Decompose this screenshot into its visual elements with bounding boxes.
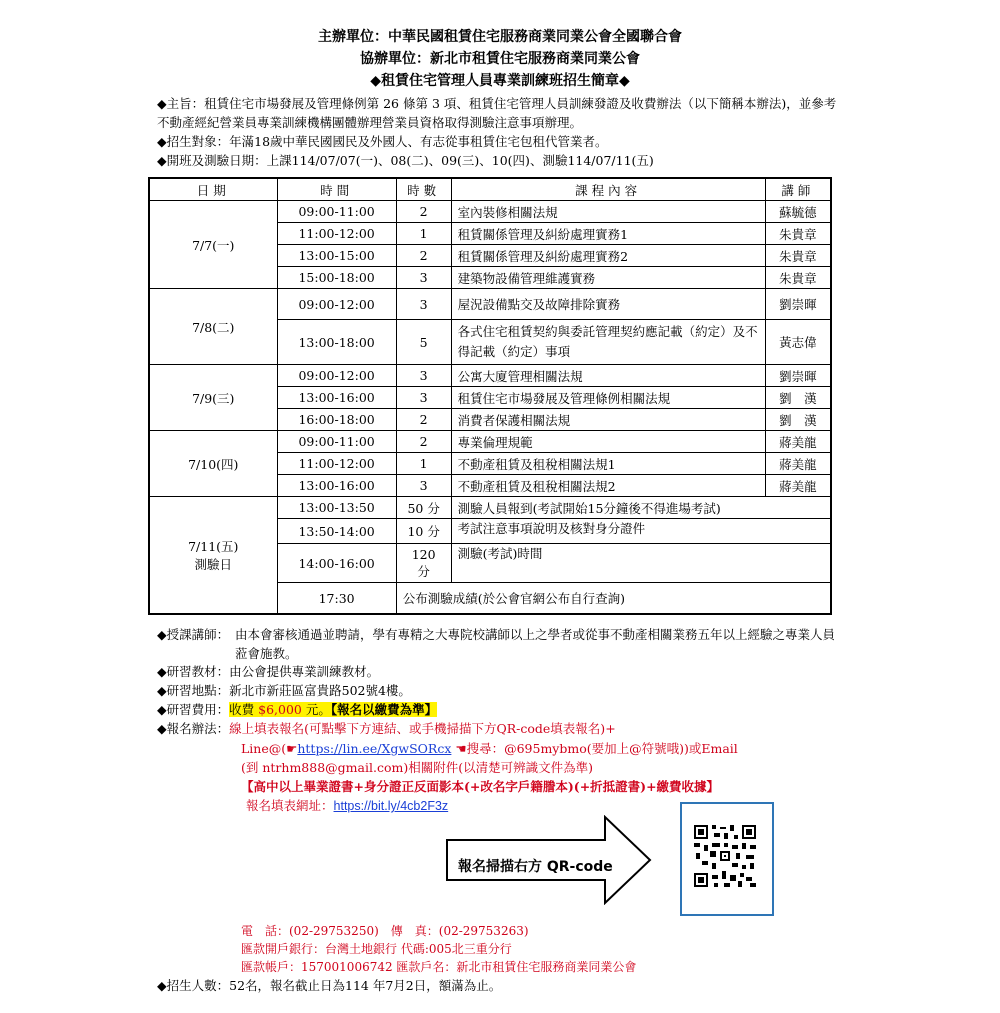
location-text: ◆研習地點：新北市新莊區富貴路502號4樓。	[157, 683, 411, 698]
registration-line2	[241, 739, 921, 758]
arrow-label: 報名掃描右方 QR-code	[458, 859, 613, 875]
fee-highlight	[229, 702, 437, 717]
result-time-cell: 17:30	[277, 583, 396, 615]
time-cell: 11:00-12:00	[277, 223, 396, 245]
course-cell: 消費者保護相關法規	[451, 409, 765, 431]
course-cell: 公寓大廈管理相關法規	[451, 365, 765, 387]
course-cell: 不動產租賃及租稅相關法規1	[451, 453, 765, 475]
result-text-cell: 公布測驗成績(於公會官網公布自行查詢)	[396, 583, 831, 615]
phone-fax-text: 電 話：(02-29753250) 傳 真：(02-29753263)	[241, 924, 529, 938]
date-cell: 7/10(四)	[149, 431, 277, 497]
registration-row	[157, 719, 837, 738]
hours-cell: 3	[396, 475, 451, 497]
date-cell: 7/9(三)	[149, 365, 277, 431]
exam-content-cell: 考試注意事項說明及核對身分證件	[451, 519, 831, 544]
teacher-cell: 朱貴章	[765, 267, 831, 289]
purpose-text: ◆主旨：租賃住宅市場發展及管理條例第 26 條第 3 項、租賃住宅管理人員訓練發證及收費辦法（以下簡稱本辦法)，並參考不動產經紀營業員專業訓練機構團體辦理營業員資格取得測驗注意事項辦理。	[157, 96, 837, 130]
teacher-cell: 蔣美龍	[765, 453, 831, 475]
bank-text: 匯款開戶銀行：台灣土地銀行 代碼:005北三重分行	[241, 942, 512, 956]
header-date: 日期	[149, 178, 277, 201]
time-cell: 13:00-15:00	[277, 245, 396, 267]
course-cell: 室內裝修相關法規	[451, 201, 765, 223]
course-cell: 屋況設備點交及故障排除實務	[451, 289, 765, 320]
table-row	[149, 431, 831, 453]
page-title: ◆租賃住宅管理人員專業訓練班招生簡章◆	[370, 73, 630, 89]
fee-amount: $6,000	[258, 702, 302, 717]
course-cell: 專業倫理規範	[451, 431, 765, 453]
teacher-cell: 劉 漢	[765, 409, 831, 431]
table-row	[149, 201, 831, 223]
schedule-table	[148, 177, 832, 615]
registration-line2-a: Line@(	[241, 741, 287, 756]
form-url-link[interactable]: https://bit.ly/4cb2F3z	[333, 799, 449, 813]
exam-content-cell: 測驗人員報到(考試開始15分鐘後不得進場考試)	[451, 497, 831, 519]
time-cell: 09:00-11:00	[277, 431, 396, 453]
point-left-icon: ☚	[455, 741, 467, 756]
header-teacher: 講師	[765, 178, 831, 201]
course-cell: 租賃關係管理及糾紛處理實務2	[451, 245, 765, 267]
registration-line3: (到 ntrhm888@gmail.com)相關附件(以清楚可辨識文件為準)	[241, 760, 593, 775]
hours-cell: 3	[396, 267, 451, 289]
organizer-line: 主辦單位：中華民國租賃住宅服務商業同業公會全國聯合會	[318, 29, 682, 45]
exam-date-cell	[149, 497, 277, 615]
header-time: 時間	[277, 178, 396, 201]
teacher-cell: 朱貴章	[765, 223, 831, 245]
time-cell: 09:00-12:00	[277, 365, 396, 387]
instructor-text: 由本會審核通過並聘請，學有專精之大專院校講師以上之學者或從事不動產相關業務五年以上經驗之專業人員蒞會施教。	[235, 627, 836, 661]
hours-cell: 120 分	[396, 544, 451, 583]
target-text: ◆招生對象：年滿18歲中華民國國民及外國人、有志從事租賃住宅包租代管業者。	[157, 134, 608, 149]
hours-cell: 1	[396, 223, 451, 245]
course-cell: 各式住宅租賃契約與委託管理契約應記載（約定）及不得記載（約定）事項	[451, 320, 765, 365]
date-cell: 7/8(二)	[149, 289, 277, 365]
registration-line2-b: 搜尋：@695mybmo(要加上@符號哦))或Email	[466, 741, 738, 756]
teacher-cell: 劉崇暉	[765, 365, 831, 387]
exam-day-label: 測驗日	[194, 557, 232, 572]
hours-cell: 2	[396, 245, 451, 267]
dates-text: ◆開班及測驗日期：上課114/07/07(一)、08(二)、09(三)、10(四)、測驗114/07/11(五)	[157, 153, 654, 168]
teacher-cell: 蘇毓德	[765, 201, 831, 223]
course-cell: 租賃住宅市場發展及管理條例相關法規	[451, 387, 765, 409]
fee-note: 【報名以繳費為準】	[330, 702, 438, 717]
table-row	[149, 365, 831, 387]
point-right-icon: ☛	[286, 741, 298, 756]
header-course: 課程內容	[451, 178, 765, 201]
table-row	[149, 289, 831, 320]
form-url-label: 報名填表網址：	[246, 798, 334, 813]
hours-cell: 3	[396, 289, 451, 320]
course-cell: 租賃關係管理及糾紛處理實務1	[451, 223, 765, 245]
teacher-cell: 朱貴章	[765, 245, 831, 267]
hours-cell: 2	[396, 201, 451, 223]
hours-cell: 3	[396, 365, 451, 387]
date-cell: 7/7(一)	[149, 201, 277, 289]
hours-cell: 10 分	[396, 519, 451, 544]
time-cell: 14:00-16:00	[277, 544, 396, 583]
hours-cell: 2	[396, 431, 451, 453]
hours-cell: 2	[396, 409, 451, 431]
teacher-cell: 劉 漢	[765, 387, 831, 409]
co-organizer-line: 協辦單位：新北市租賃住宅服務商業同業公會	[360, 51, 640, 67]
registration-line4: 【高中以上畢業證書+身分證正反面影本(+改名字戶籍謄本)(+折抵證書)+繳費收據】	[241, 779, 720, 794]
time-cell: 09:00-12:00	[277, 289, 396, 320]
fee-prefix: 收費	[229, 702, 255, 717]
enrollment-text: ◆招生人數：52名，報名截止日為114 年7月2日，額滿為止。	[157, 978, 502, 993]
time-cell: 13:00-13:50	[277, 497, 396, 519]
enrollment-row	[157, 976, 837, 995]
teacher-cell: 蔣美龍	[765, 475, 831, 497]
time-cell: 11:00-12:00	[277, 453, 396, 475]
time-cell: 13:00-16:00	[277, 387, 396, 409]
hours-cell: 50 分	[396, 497, 451, 519]
time-cell: 16:00-18:00	[277, 409, 396, 431]
fee-row	[157, 700, 837, 719]
line-link[interactable]: https://lin.ee/XgwSORcx	[297, 741, 452, 756]
material-text: ◆研習教材：由公會提供專業訓練教材。	[157, 664, 380, 679]
exam-content-cell: 測驗(考試)時間	[451, 544, 831, 583]
time-cell: 15:00-18:00	[277, 267, 396, 289]
time-cell: 13:00-16:00	[277, 475, 396, 497]
teacher-cell: 黃志偉	[765, 320, 831, 365]
qr-code-icon[interactable]	[692, 823, 758, 889]
registration-line1: 線上填表報名(可點擊下方連結、或手機掃描下方QR-code填表報名)+	[229, 721, 616, 736]
table-header-row	[149, 178, 831, 201]
registration-form-row	[246, 796, 926, 816]
instructor-label: ◆授課講師：	[157, 627, 230, 642]
time-cell: 09:00-11:00	[277, 201, 396, 223]
fee-suffix: 元。	[305, 702, 331, 717]
time-cell: 13:00-18:00	[277, 320, 396, 365]
table-row	[149, 497, 831, 519]
teacher-cell: 劉崇暉	[765, 289, 831, 320]
registration-label: ◆報名辦法：	[157, 721, 230, 736]
hours-cell: 1	[396, 453, 451, 475]
hours-cell: 3	[396, 387, 451, 409]
account-text: 匯款帳戶：157001006742 匯款戶名：新北市租賃住宅服務商業同業公會	[241, 960, 637, 974]
course-cell: 不動產租賃及租稅相關法規2	[451, 475, 765, 497]
time-cell: 13:50-14:00	[277, 519, 396, 544]
fee-label: ◆研習費用：	[157, 702, 230, 717]
exam-date: 7/11(五)	[188, 539, 239, 554]
header-hours: 時數	[396, 178, 451, 201]
hours-cell: 5	[396, 320, 451, 365]
teacher-cell: 蔣美龍	[765, 431, 831, 453]
course-cell: 建築物設備管理維護實務	[451, 267, 765, 289]
